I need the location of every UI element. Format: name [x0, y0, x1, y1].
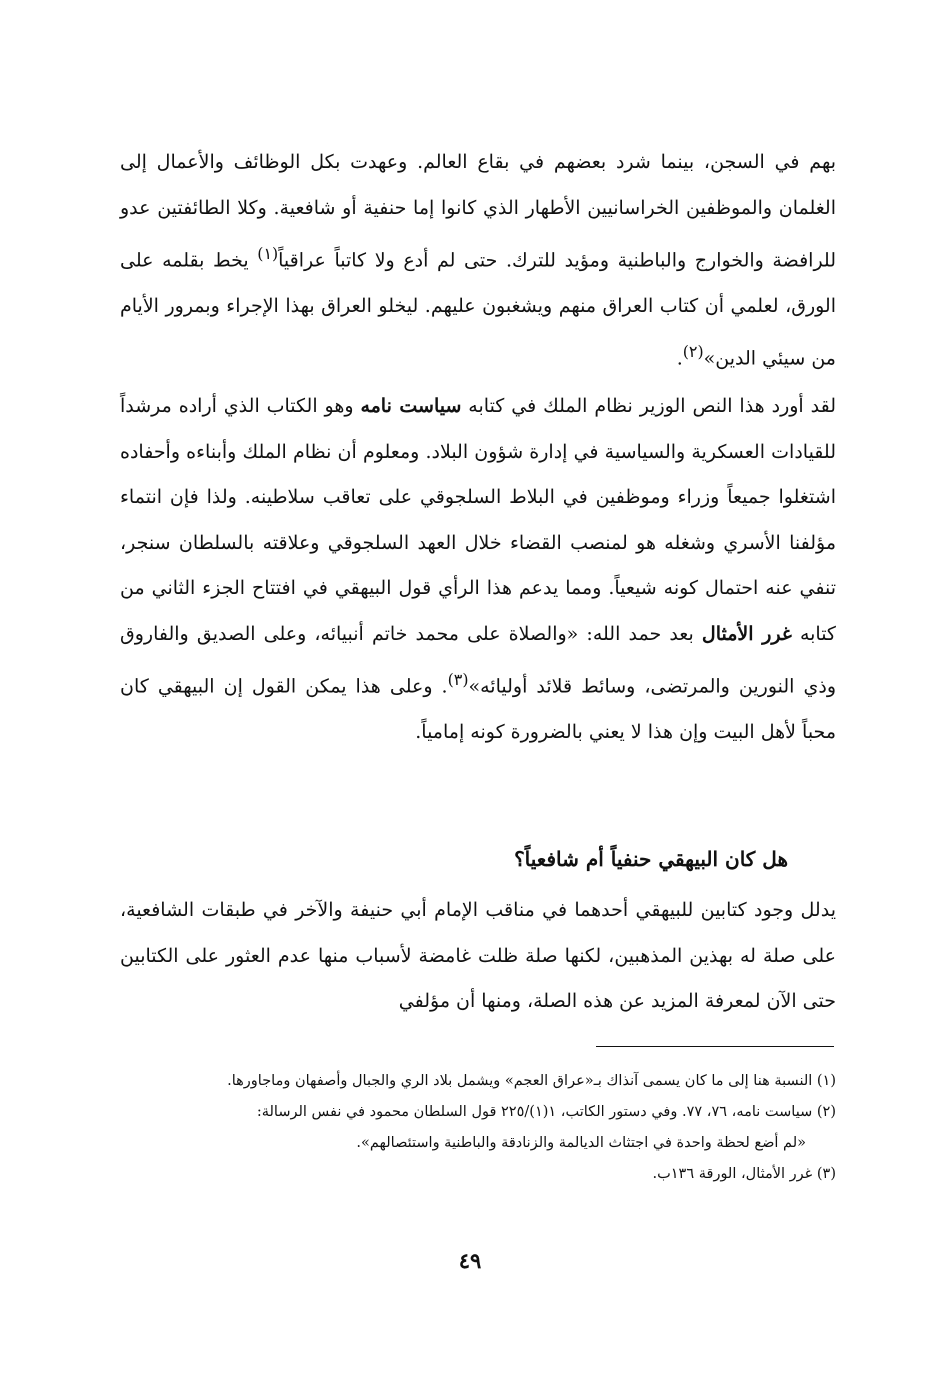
book-title-ghurar: غرر الأمثال [701, 622, 792, 645]
paragraph-2-text-c: بعد حمد الله: «والصلاة على محمد خاتم أنبيائه، وعلى الصديق والفاروق وذي النورين والمرتضى، وسائط قلائد أوليائه» [120, 622, 837, 698]
paragraph-1-text-b: يخط بقلمه على الورق، لعلمي أن كتاب العراق منهم ويشغبون عليهم. ليخلو العراق بهذا الإجراء وبمرور الأيام من سيئي الدين» [120, 249, 836, 370]
paragraph-1-text-a: بهم في السجن، بينما شرد بعضهم في بقاع العالم. وعهدت بكل الوظائف والأعمال إلى الغلمان والموظفين الخراسانيين الأطهار الذي كانوا إما حنفية أو شافعية. وكلا الطائفتين عدو للرافضة والخوارج والباطنية ومؤيد للترك. حتى لم أدع ولا كاتباً عراقياً [120, 151, 837, 272]
footnotes [120, 1066, 836, 1190]
body-paragraph-1 [120, 140, 836, 382]
page-number: ٤٩ [458, 1248, 482, 1273]
footnote-3: (٣) غرر الأمثال، الورقة ١٣٦ب. [652, 1166, 836, 1182]
footnote-1: (١) النسبة هنا إلى ما كان يسمى آنذاك بـ«عراق العجم» ويشمل بلاد الري والجبال وأصفهان وماجاورها. [227, 1073, 836, 1089]
paragraph-2-text-b: وهو الكتاب الذي أراده مرشداً للقيادات العسكرية والسياسية في إدارة شؤون البلاد. ومعلوم أن نظام الملك وأبناءه وأحفاده اشتغلوا جميعاً وزراء وموظفين في البلاط السلجوقي على تعاقب سلاطينه. ولذا فإن انتماء مؤلفنا الأسري وشغله هو لمنصب القضاء خلال العهد السلجوقي وعلاقته بالسلطان سنجر، تنفي عنه احتمال كونه شيعياً. ومما يدعم هذا الرأي قول البيهقي في افتتاح الجزء الثاني من كتابه [120, 395, 836, 645]
paragraph-1-end: . [676, 347, 683, 370]
paragraph-2-text-a: لقد أورد هذا النص الوزير نظام الملك في كتابه [461, 395, 836, 417]
footnote-2-continuation: «لم أضع لحظة واحدة في اجتثاث الديالمة والزنادقة والباطنية واستئصالهم». [356, 1135, 806, 1151]
paragraph-2-text-d: . وعلى هذا يمكن القول إن البيهقي كان محباً لأهل البيت وإن هذا لا يعني بالضرورة كونه إمامياً. [120, 675, 836, 743]
body-paragraph-3: يدلل وجود كتابين للبيهقي أحدهما في مناقب الإمام أبي حنيفة والآخر في طبقات الشافعية، على صلة له بهذين المذهبين، لكنها صلة ظلت غامضة لأسباب منها عدم العثور على الكتابين حتى الآن لمعرفة المزيد عن هذه الصلة، ومنها أن مؤلفي [120, 899, 836, 1012]
footnote-divider [596, 1046, 834, 1047]
section-heading: هل كان البيهقي حنفياً أم شافعياً؟ [514, 846, 788, 871]
footnote-ref-1: (١) [257, 244, 279, 263]
footnote-2: (٢) سياست نامه، ٧٦، ٧٧. وفي دستور الكاتب، ١(١)/٢٢٥ قول السلطان محمود في نفس الرسالة: [256, 1104, 836, 1120]
footnote-ref-2: (٢) [682, 342, 704, 362]
book-title-siyasatnama: سياست نامه [360, 395, 462, 417]
footnote-ref-3: (٣) [447, 670, 469, 689]
body-paragraph-2 [120, 384, 836, 755]
